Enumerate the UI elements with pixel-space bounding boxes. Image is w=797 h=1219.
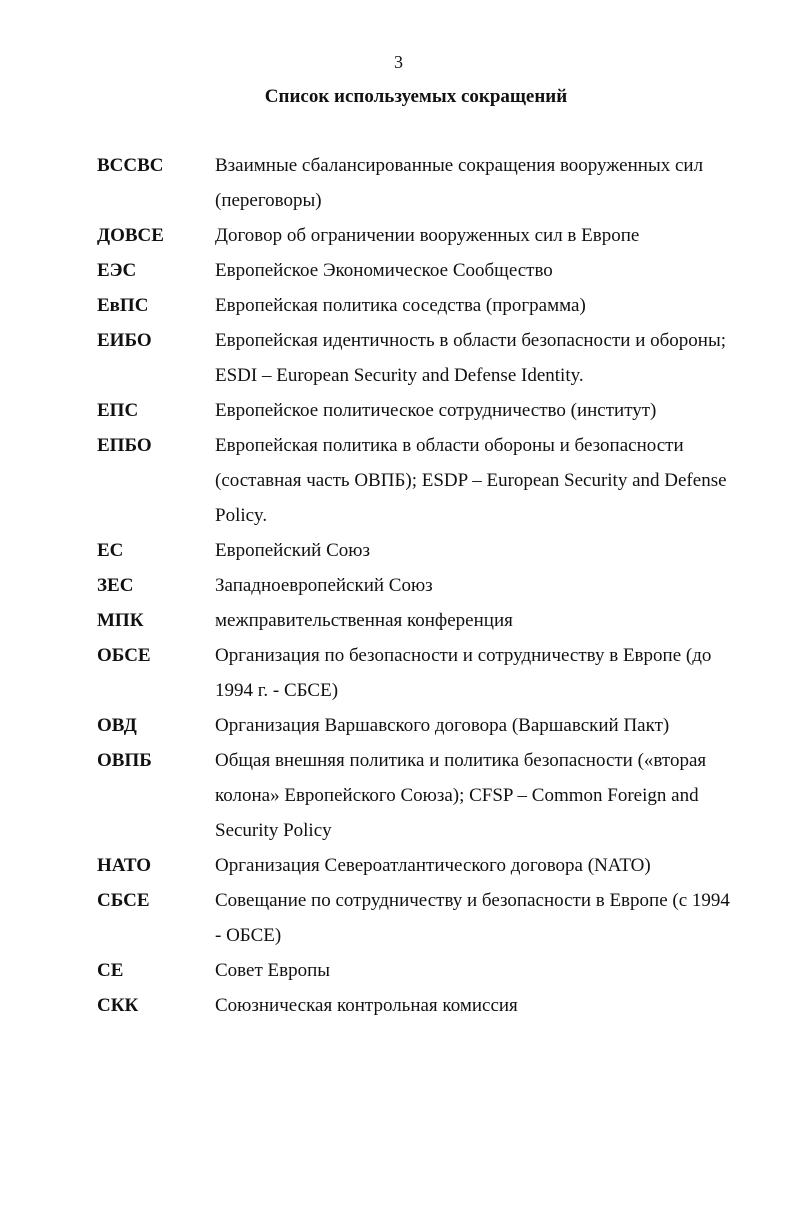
abbreviation-term: СБСЕ — [97, 890, 150, 911]
abbreviation-definition: Европейский Союз — [215, 540, 370, 561]
abbreviation-term: ЕЭС — [97, 260, 137, 281]
abbreviation-definition: Европейская политика соседства (программа) — [215, 295, 586, 316]
abbreviation-term: ЕПБО — [97, 435, 152, 456]
abbreviation-definition: Взаимные сбалансированные сокращения вооруженных сил (переговоры) — [215, 155, 704, 211]
abbreviation-definition: Европейское политическое сотрудничество (институт) — [215, 400, 657, 421]
abbreviation-term: ЕИБО — [97, 330, 152, 351]
abbreviation-definition: Организация Североатлантического договора (NATO) — [215, 855, 651, 876]
abbreviation-definition: Совет Европы — [215, 960, 331, 981]
abbreviation-definition: межправительственная конференция — [215, 610, 513, 631]
abbreviation-definition: Западноевропейский Союз — [215, 575, 433, 596]
abbreviation-entry — [97, 743, 747, 848]
abbreviation-entry — [97, 148, 747, 218]
page-number: 3 — [394, 52, 403, 72]
abbreviation-term: ОВД — [97, 715, 137, 736]
abbreviation-term: ЕвПС — [97, 295, 149, 316]
abbreviation-term: ЕПС — [97, 400, 139, 421]
page-title: Список используемых сокращений — [264, 86, 568, 107]
abbreviation-definition: Союзническая контрольная комиссия — [215, 995, 518, 1016]
abbreviation-term: ОВПБ — [97, 750, 152, 771]
abbreviation-entry — [97, 288, 747, 323]
abbreviation-definition: Европейская политика в области обороны и безопасности (составная часть ОВПБ); ESDP – European Security and Defense Policy. — [215, 435, 727, 526]
abbreviation-definition: Организация Варшавского договора (Варшавский Пакт) — [215, 715, 670, 736]
abbreviation-term: СКК — [97, 995, 139, 1016]
abbreviation-term: МПК — [97, 610, 144, 631]
abbreviation-definition: Общая внешняя политика и политика безопасности («вторая колона» Европейского Союза); CFSP – Common Foreign and Security Policy — [215, 750, 707, 841]
abbreviation-entry — [97, 428, 747, 533]
abbreviation-entry — [97, 988, 747, 1023]
abbreviation-definition: Договор об ограничении вооруженных сил в Европе — [215, 225, 640, 246]
abbreviation-entry — [97, 638, 747, 708]
abbreviation-entry — [97, 218, 747, 253]
abbreviation-term: СЕ — [97, 960, 124, 981]
abbreviation-term: ВССВС — [97, 155, 164, 176]
abbreviation-term: ЕС — [97, 540, 124, 561]
abbreviation-entry — [97, 253, 747, 288]
abbreviation-entry — [97, 883, 747, 953]
abbreviation-definition: Совещание по сотрудничеству и безопасности в Европе (с 1994 - ОБСЕ) — [215, 890, 730, 946]
abbreviation-term: НАТО — [97, 855, 152, 876]
abbreviation-entry — [97, 568, 747, 603]
abbreviation-term: ОБСЕ — [97, 645, 151, 666]
abbreviation-entry — [97, 533, 747, 568]
abbreviation-definition: Организация по безопасности и сотрудничеству в Европе (до 1994 г. - СБСЕ) — [215, 645, 712, 701]
abbreviation-term: ДОВСЕ — [97, 225, 164, 246]
abbreviation-entry — [97, 848, 747, 883]
abbreviation-definition: Европейская идентичность в области безопасности и обороны; ESDI – European Security and Defense Identity. — [215, 330, 726, 386]
abbreviation-list — [97, 148, 747, 1023]
abbreviation-entry — [97, 708, 747, 743]
abbreviation-entry — [97, 323, 747, 393]
abbreviation-term: ЗЕС — [97, 575, 134, 596]
abbreviation-definition: Европейское Экономическое Сообщество — [215, 260, 553, 281]
abbreviation-entry — [97, 393, 747, 428]
abbreviation-entry — [97, 603, 747, 638]
abbreviation-entry — [97, 953, 747, 988]
